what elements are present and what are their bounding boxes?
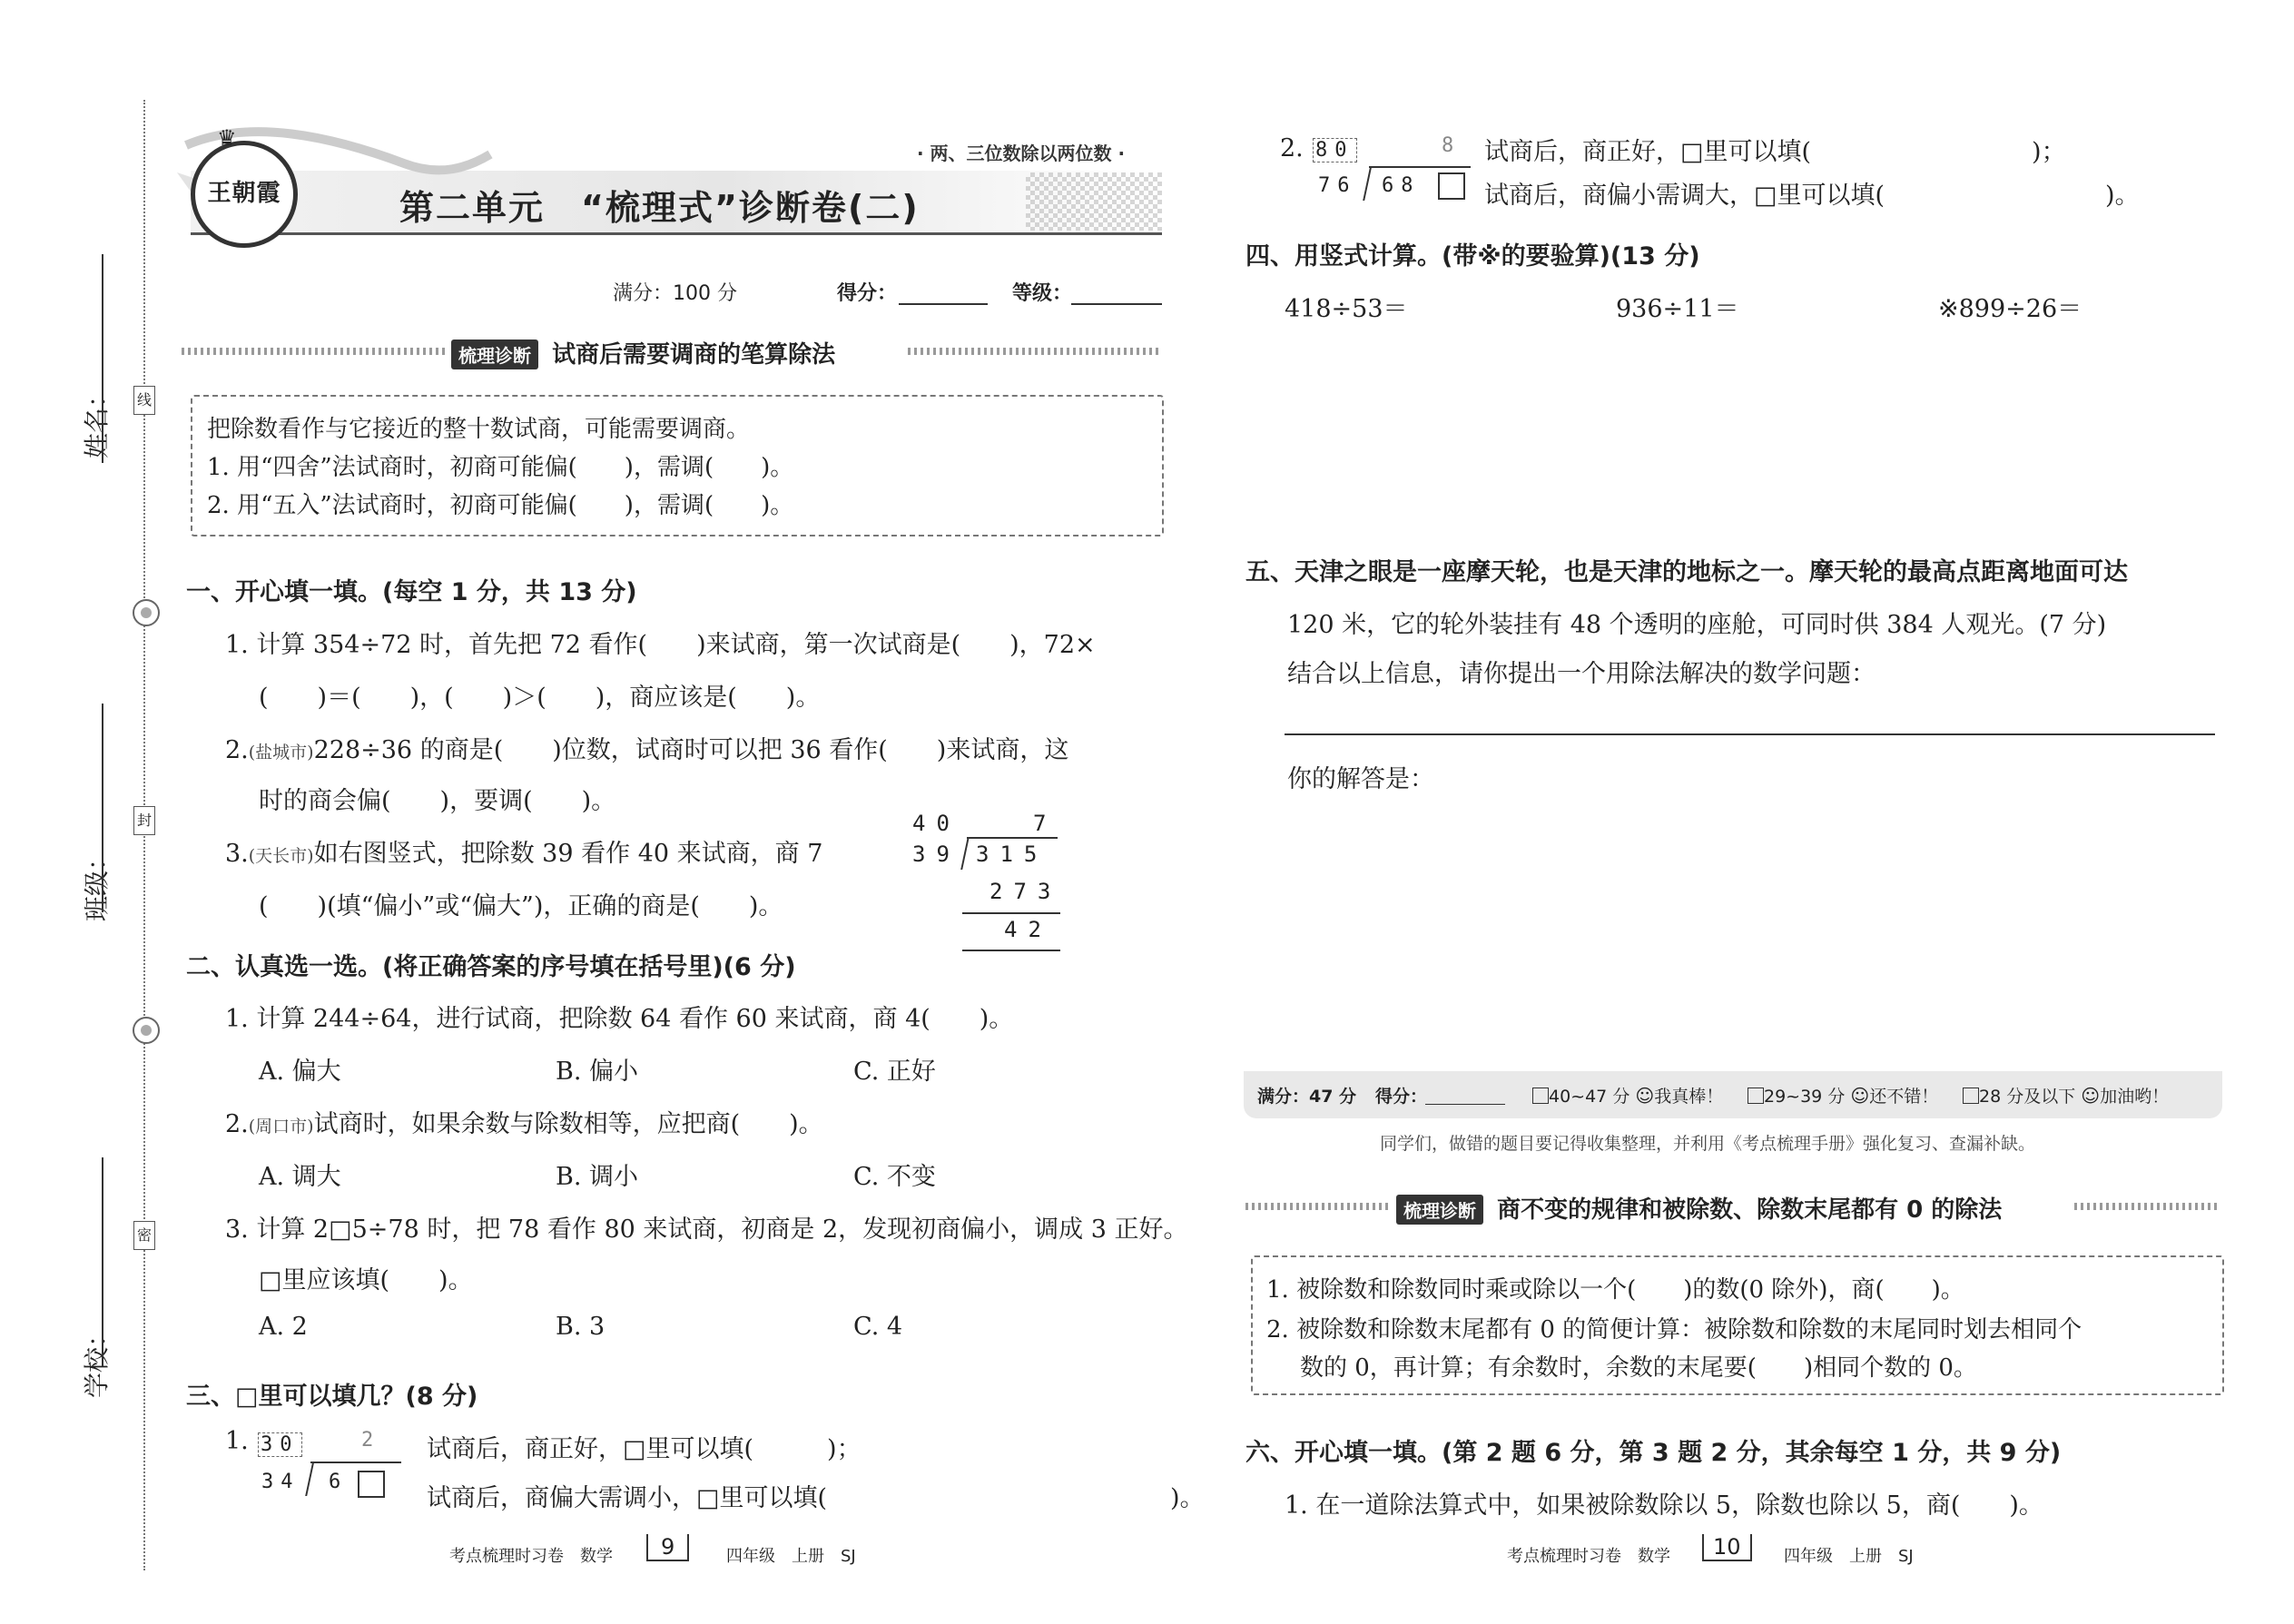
s2-q1-option-a[interactable]: A. 偏大 — [259, 1058, 341, 1086]
ld-bar — [967, 837, 1058, 839]
s2-q3-option-b[interactable]: B. 3 — [556, 1313, 605, 1341]
ld-dividend: 315 — [976, 842, 1049, 867]
diag-header-2 — [1396, 1191, 2002, 1225]
s6-q1: 1. 在一道除法算式中，如果被除数除以 5，除数也除以 5，商( )。 — [1285, 1491, 2043, 1520]
scorebar-tier-3: 28 分及以下 ☺加油哟！ — [1963, 1083, 2169, 1107]
checker-pattern — [1026, 172, 1162, 231]
page-title: 第二单元 “梳理式”诊断卷(二) — [399, 188, 920, 228]
s3-q1-blank-box[interactable] — [358, 1471, 385, 1498]
diag-badge: 梳理诊断 — [451, 340, 538, 369]
section-1-heading: 一、开心填一填。(每空 1 分，共 13 分) — [186, 578, 637, 606]
tip-line-1: 把除数看作与它接近的整十数试商，可能需要调商。 — [207, 416, 751, 443]
s3-q2-divisor: 76 — [1318, 174, 1357, 197]
s3-q1-bracket — [305, 1463, 314, 1496]
s2-q2-option-a[interactable]: A. 调大 — [259, 1163, 341, 1191]
s3-q2-bar — [1369, 166, 1471, 168]
s3-q1-bar — [310, 1462, 401, 1463]
s1-q3-line1: 3.(天长市)如右图竖式，把除数 39 看作 40 来试商，商 7 — [225, 840, 823, 868]
seal-mark-2: 封 — [133, 806, 155, 835]
s3-q2-line1: 试商后，商正好，□里可以填( )； — [1484, 138, 2066, 166]
s2-q3-line1: 3. 计算 2□5÷78 时，把 78 看作 80 来试商，初商是 2，发现初商偏小，调成 3 正好。 — [225, 1216, 1188, 1244]
class-label: 班级： — [82, 844, 112, 921]
s4-problem-1: 418÷53＝ — [1285, 295, 1408, 323]
s2-q3-line2: □里应该填( )。 — [259, 1266, 473, 1294]
name-blank[interactable] — [102, 254, 103, 463]
tip2-line-1: 1. 被除数和除数同时乘或除以一个( )的数(0 除外)，商( )。 — [1266, 1276, 1964, 1304]
diag-header — [451, 336, 835, 369]
scorebar-tier-2: 29~39 分 ☺还不错！ — [1748, 1083, 1938, 1107]
diag-divider-right-2 — [2074, 1203, 2220, 1210]
binding-hole-1 — [133, 599, 160, 626]
s2-q1-option-b[interactable]: B. 偏小 — [556, 1058, 639, 1086]
scorebar-score-blank[interactable] — [1425, 1104, 1505, 1105]
seal-mark-1: 线 — [133, 386, 155, 415]
s5-question-blank[interactable] — [1285, 733, 2215, 735]
s3-q1-number: 1. — [225, 1427, 249, 1455]
s3-q1-line2: 试商后，商偏大需调小，□里可以填( )。 — [427, 1484, 1205, 1512]
diag-title-2: 商不变的规律和被除数、除数末尾都有 0 的除法 — [1497, 1196, 2003, 1224]
score-label: 得分： — [837, 282, 898, 305]
score-blank[interactable] — [899, 303, 988, 305]
s2-q3-option-a[interactable]: A. 2 — [259, 1313, 308, 1341]
right-footer-grade: 四年级 上册 SJ — [1784, 1547, 1914, 1566]
s1-q3-line2: ( )(填“偏小”或“偏大”)，正确的商是( )。 — [259, 892, 783, 920]
seal-mark-3: 密 — [133, 1221, 155, 1250]
s3-q2-dividend: 68 — [1382, 174, 1421, 197]
s1-q1-line2: ( )＝( )，( )＞( )，商应该是( )。 — [259, 684, 821, 712]
neutral-face-icon: ☺ — [1850, 1085, 1870, 1107]
brand-logo: ♛ 王朝霞 — [191, 141, 298, 248]
ld-bottom-line — [962, 950, 1060, 951]
ld-divisor: 39 — [912, 842, 960, 867]
diag-title: 试商后需要调商的笔算除法 — [552, 341, 836, 369]
tip2-line-3: 数的 0，再计算；有余数时，余数的末尾要( )相同个数的 0。 — [1300, 1354, 1977, 1382]
section-2-heading: 二、认真选一选。(将正确答案的序号填在括号里)(6 分) — [186, 953, 796, 981]
topic-tag: · 两、三位数除以两位数 · — [917, 143, 1126, 164]
s3-q2-bracket — [1363, 168, 1372, 201]
s5-answer-label: 你的解答是： — [1287, 765, 1434, 793]
s5-line-3: 结合以上信息，请你提出一个用除法解决的数学问题： — [1287, 660, 1876, 688]
section-6-heading: 六、开心填一填。(第 2 题 6 分，第 3 题 2 分，其余每空 1 分，共 9 分) — [1245, 1439, 2062, 1467]
s1-q2-line2: 时的商会偏( )，要调( )。 — [259, 787, 616, 815]
left-footer-page: 9 — [646, 1534, 689, 1561]
left-footer-grade: 四年级 上册 SJ — [726, 1547, 856, 1566]
diag-divider-right — [908, 348, 1162, 355]
left-footer-book: 考点梳理时习卷 数学 — [449, 1547, 613, 1566]
s3-q1-dividend: 6 — [329, 1471, 341, 1493]
s1-q2-line1: 2.(盐城市)228÷36 的商是( )位数，试商时可以把 36 看作( )来试商，这 — [225, 736, 1069, 764]
grade-blank[interactable] — [1071, 303, 1162, 305]
right-footer-book: 考点梳理时习卷 数学 — [1507, 1547, 1670, 1566]
s3-q1-divisor: 34 — [261, 1471, 300, 1493]
tip-line-3: 2. 用“五入”法试商时，初商可能偏( )，需调( )。 — [207, 492, 794, 519]
s4-problem-3: ※899÷26＝ — [1938, 295, 2082, 323]
diag-divider-left — [182, 348, 445, 355]
ld-bracket — [960, 837, 970, 870]
s2-q2: 2.(周口市)试商时，如果余数与除数相等，应把商( )。 — [225, 1110, 823, 1138]
binding-dotted-line — [143, 100, 145, 1570]
tip-line-2: 1. 用“四舍”法试商时，初商可能偏( )，需调( )。 — [207, 454, 794, 481]
s2-q1-option-c[interactable]: C. 正好 — [853, 1058, 936, 1086]
ld-quotient: 7 — [1033, 811, 1047, 836]
ld-divisor-hint: 40 — [912, 811, 960, 836]
name-label: 姓名： — [82, 381, 112, 458]
s3-q2-blank-box[interactable] — [1438, 172, 1465, 200]
ld-product: 273 — [989, 879, 1062, 904]
ld-subtract-line — [962, 912, 1060, 914]
tier-3-checkbox[interactable] — [1963, 1088, 1979, 1104]
scorebar-tier-1: 40~47 分 ☺我真棒！ — [1532, 1083, 1723, 1107]
scorebar-score-label: 得分： — [1375, 1087, 1428, 1107]
smile-icon: ☺ — [1635, 1085, 1655, 1107]
diag-divider-left-2 — [1245, 1203, 1391, 1210]
s3-q1-hint: 30 — [258, 1432, 302, 1457]
section-4-heading: 四、用竖式计算。(带※的要验算)(13 分) — [1245, 242, 1700, 271]
section-3-heading: 三、□里可以填几？(8 分) — [186, 1383, 478, 1411]
s3-q2-hint: 80 — [1313, 138, 1357, 162]
class-blank[interactable] — [102, 704, 103, 912]
s1-q1-line1: 1. 计算 354÷72 时，首先把 72 看作( )来试商，第一次试商是( )，72× — [225, 631, 1096, 659]
s5-line-1: 五、天津之眼是一座摩天轮，也是天津的地标之一。摩天轮的最高点距离地面可达 — [1245, 558, 2128, 586]
s2-q2-option-c[interactable]: C. 不变 — [853, 1163, 936, 1191]
school-blank[interactable] — [102, 1157, 103, 1366]
s3-q1-line1: 试商后，商正好，□里可以填( )； — [427, 1435, 861, 1463]
cheer-face-icon: ☺ — [2081, 1085, 2101, 1107]
diag-badge-2: 梳理诊断 — [1396, 1195, 1483, 1225]
s2-q1: 1. 计算 244÷64，进行试商，把除数 64 看作 60 来试商，商 4( )。 — [225, 1005, 1014, 1033]
s5-line-2: 120 米，它的轮外装挂有 48 个透明的座舱，可同时供 384 人观光。(7 分) — [1287, 611, 2107, 639]
s2-q3-option-c[interactable]: C. 4 — [853, 1313, 903, 1341]
s3-q1-quotient: 2 — [361, 1429, 374, 1452]
tip2-line-2: 2. 被除数和除数末尾都有 0 的简便计算：被除数和除数的末尾同时划去相同个 — [1266, 1316, 2082, 1343]
s2-q2-option-b[interactable]: B. 调小 — [556, 1163, 639, 1191]
ld-remainder: 42 — [1004, 917, 1052, 942]
s3-q2-quotient: 8 — [1442, 134, 1454, 157]
tier-2-checkbox[interactable] — [1748, 1088, 1764, 1104]
s3-q2-line2: 试商后，商偏小需调大，□里可以填( )。 — [1484, 182, 2140, 210]
tier-1-checkbox[interactable] — [1532, 1088, 1549, 1104]
school-label: 学校： — [82, 1321, 112, 1398]
scorebar-full: 满分：47 分 — [1257, 1087, 1357, 1107]
s3-q2-number: 2. — [1280, 134, 1304, 162]
binding-hole-2 — [133, 1017, 160, 1044]
s4-problem-2: 936÷11＝ — [1616, 295, 1739, 323]
right-footer-page: 10 — [1702, 1534, 1752, 1561]
grade-label: 等级： — [1012, 282, 1073, 305]
scorebar-note: 同学们，做错的题目要记得收集整理，并利用《考点梳理手册》强化复习、查漏补缺。 — [1380, 1134, 2036, 1154]
crown-icon: ♛ — [217, 125, 237, 151]
full-score: 满分：100 分 — [613, 282, 737, 305]
